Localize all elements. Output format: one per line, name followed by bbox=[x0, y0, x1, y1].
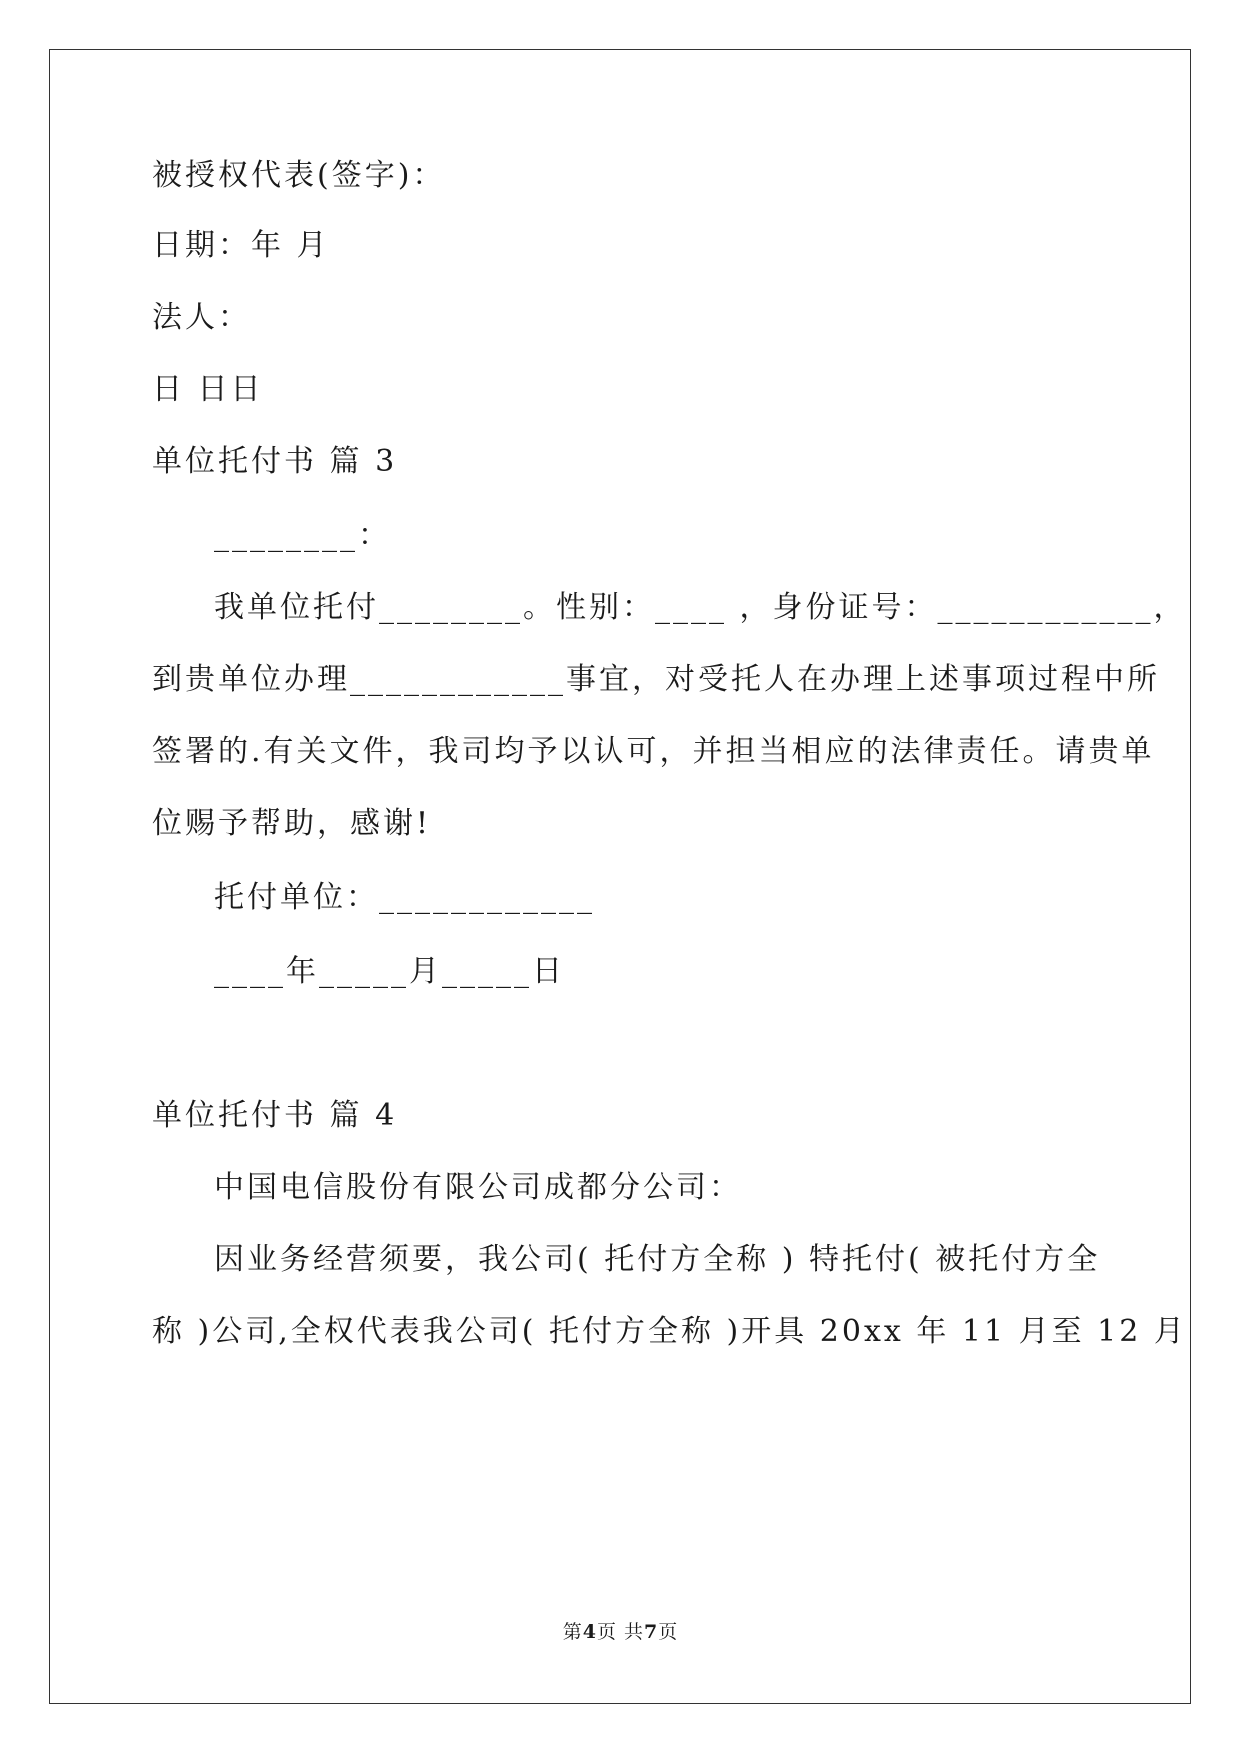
footer-total-pages: 7 bbox=[644, 1621, 659, 1643]
legal-person-line: 法人： bbox=[152, 300, 251, 335]
body-paragraph-line-4: 位赐予帮助，感谢! bbox=[152, 806, 432, 841]
signature-line: 被授权代表(签字)： bbox=[152, 158, 446, 193]
date-blank-line: ____年_____月_____日 bbox=[214, 954, 565, 989]
body-paragraph-line-2: 到贵单位办理____________事宜，对受托人在办理上述事项过程中所 bbox=[152, 662, 1160, 697]
section-heading-3: 单位托付书 篇 3 bbox=[152, 444, 398, 479]
recipient-blank: ________： bbox=[214, 518, 391, 553]
footer-current-page: 4 bbox=[582, 1621, 597, 1643]
day-line: 日 日日 bbox=[152, 372, 264, 407]
footer-prefix: 第 bbox=[562, 1621, 583, 1643]
page-footer bbox=[0, 1620, 1241, 1644]
entrusting-unit-line: 托付单位：____________ bbox=[214, 880, 595, 915]
body-paragraph-4-line-2: 称 )公司,全权代表我公司( 托付方全称 )开具 20xx 年 11 月至 12 月 bbox=[152, 1314, 1187, 1349]
footer-middle: 页 共 bbox=[596, 1621, 645, 1643]
footer-suffix: 页 bbox=[658, 1621, 679, 1643]
date-line: 日期：年 月 bbox=[152, 228, 330, 263]
addressee-line: 中国电信股份有限公司成都分公司： bbox=[214, 1170, 742, 1205]
section-heading-4: 单位托付书 篇 4 bbox=[152, 1098, 398, 1133]
body-paragraph-4-line-1: 因业务经营须要，我公司( 托付方全称 ) 特托付( 被托付方全 bbox=[214, 1242, 1101, 1277]
body-paragraph-line-3: 签署的.有关文件，我司均予以认可，并担当相应的法律责任。请贵单 bbox=[152, 734, 1155, 769]
body-paragraph-line-1: 我单位托付________。性别：____ ，身份证号：____________， bbox=[214, 590, 1187, 625]
